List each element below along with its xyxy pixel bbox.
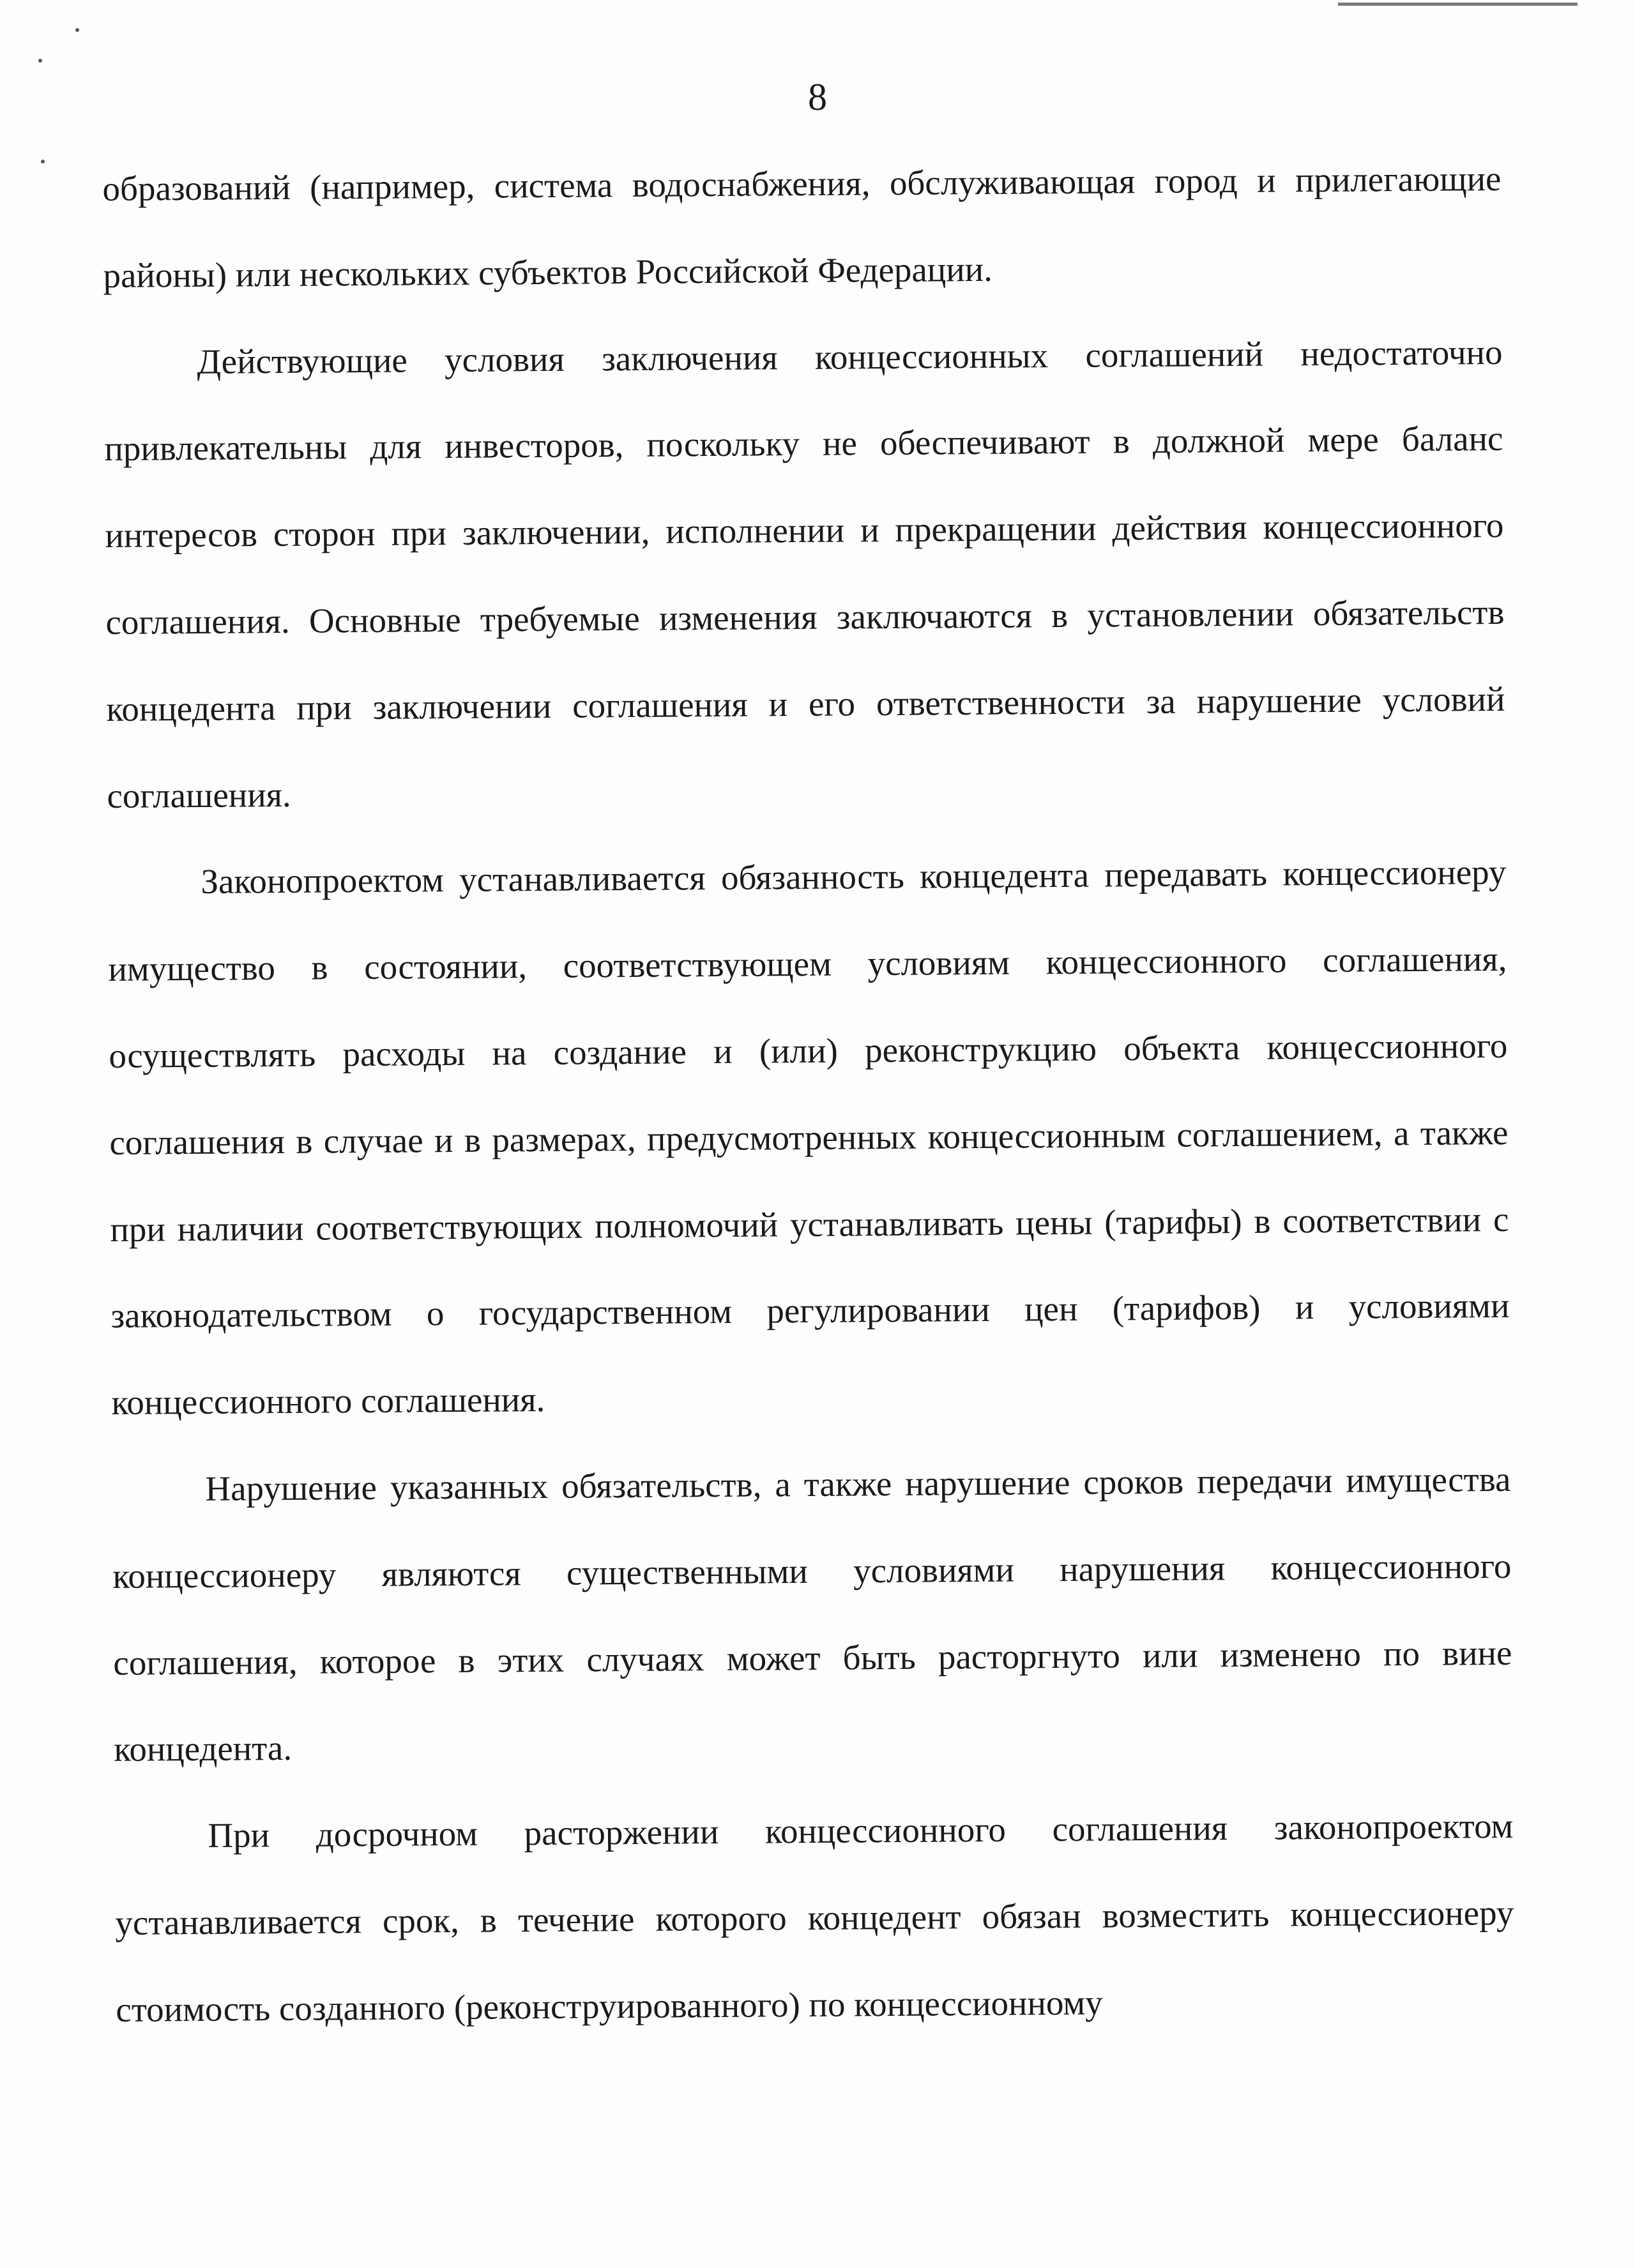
paragraph-2: Действующие условия заключения концессионных соглашений недостаточно привлекательны для инвесторов, поскольку не обеспечивают в должной мере баланс интересов сторон при заключении, исполнении и прекращении действия концессионного соглашения. Основные требуемые изменения заключаются в установлении обязательств концедента при заключении соглашения и его ответственности за нарушение условий соглашения. (104, 332, 1505, 815)
scan-speck (38, 59, 42, 63)
page-number: 8 (808, 76, 827, 118)
paragraph-4: Нарушение указанных обязательств, а также нарушение сроков передачи имущества концессионеру являются существенными условиями нарушения концессионного соглашения, которое в этих случаях может быть расторгнуто или изменено по вине концедента. (112, 1459, 1512, 1769)
body-text (102, 135, 1515, 2053)
paragraph-5: При досрочном расторжении концессионного соглашения законопроектом устанавливается срок, в течение которого концедент обязан возместить концессионеру стоимость созданного (реконструированного) по концессионному (115, 1806, 1514, 2029)
paragraph-3: Законопроектом устанавливается обязанность концедента передавать концессионеру имущество в состоянии, соответствующем условиям концессионного соглашения, осуществлять расходы на создание и (или) реконструкцию объекта концессионного соглашения в случае и в размерах, предусмотренных концессионным соглашением, а также при наличии соответствующих полномочий устанавливать цены (тарифы) в соответствии с законодательством о государственном регулировании цен (тарифов) и условиями концессионного соглашения. (108, 852, 1510, 1423)
scan-speck (75, 28, 79, 32)
top-edge-rule (1338, 3, 1578, 6)
paragraph-1: образований (например, система водоснабжения, обслуживающая город и прилегающие районы) или нескольких субъектов Российской Федерации. (102, 158, 1502, 295)
scan-speck (41, 160, 45, 163)
